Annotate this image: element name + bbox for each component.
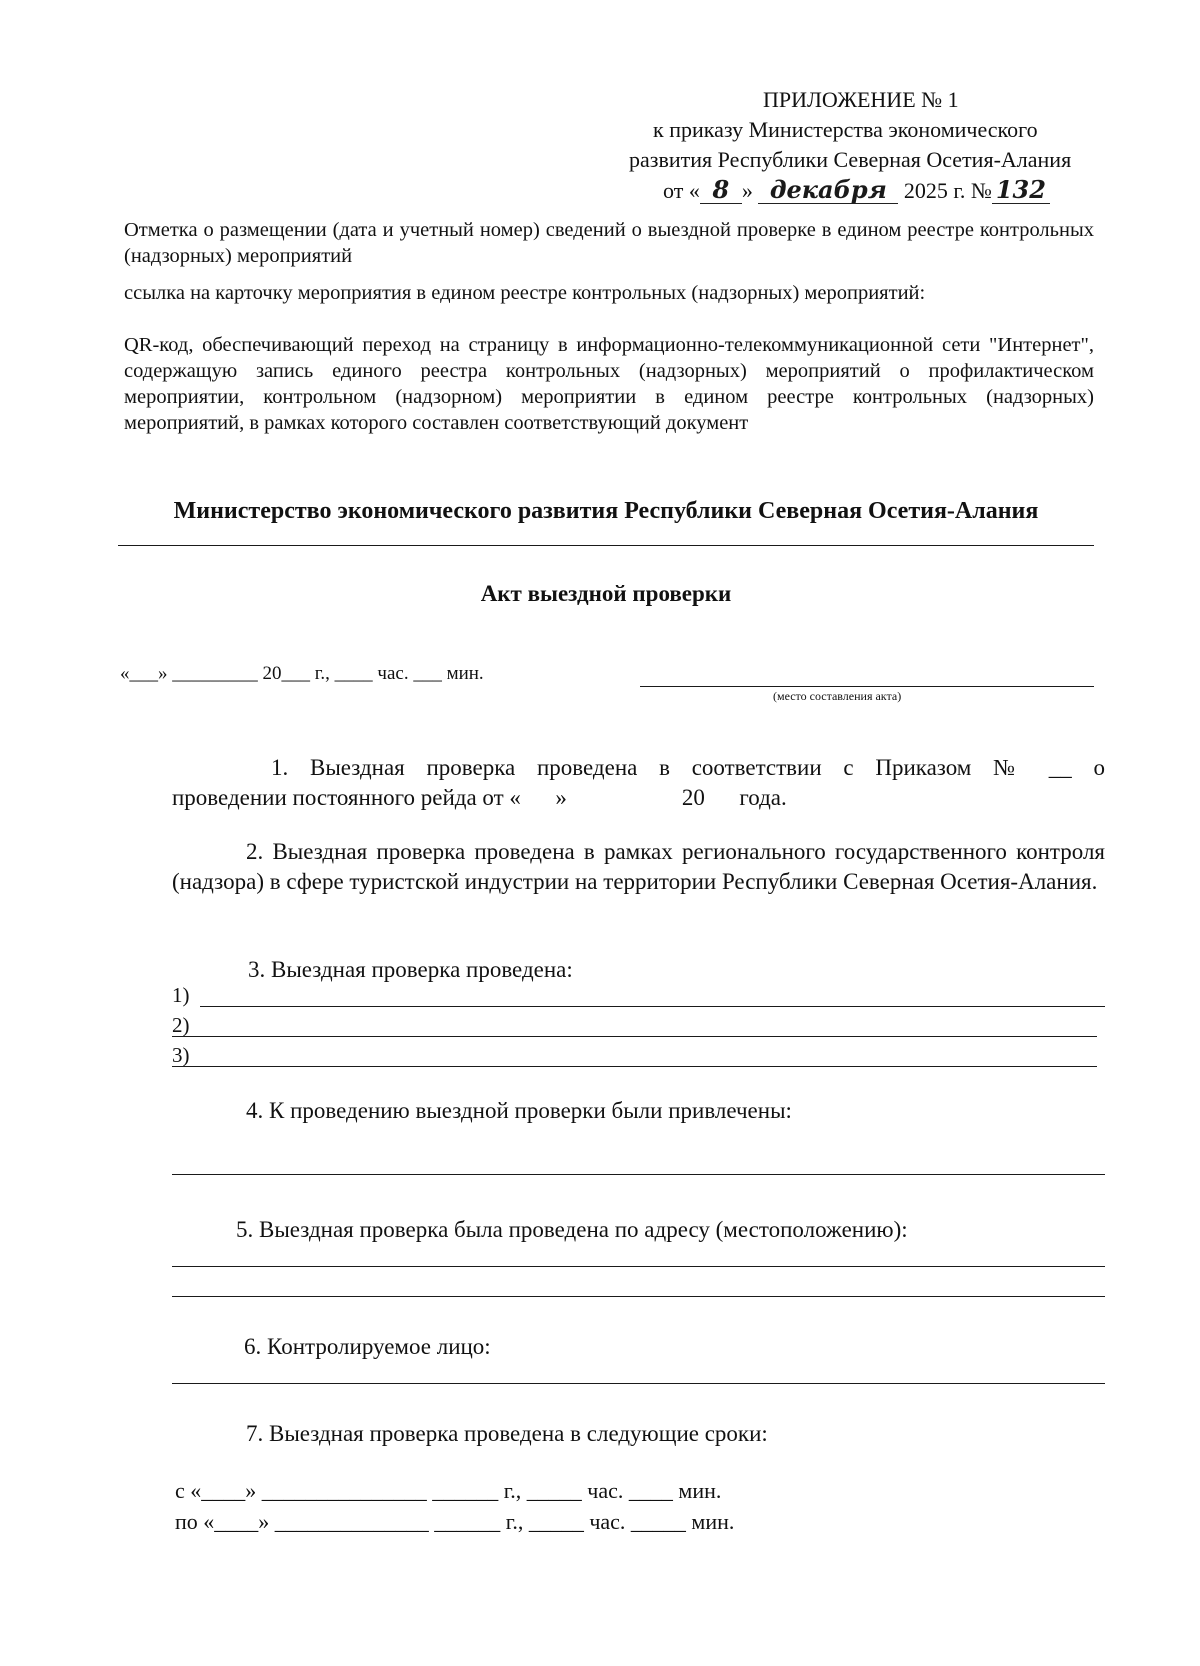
item-1-line-1: 1. Выездная проверка проведена в соответствии с Приказом № __ о (271, 755, 1105, 780)
date-mid: » (741, 178, 753, 203)
date-year: 2025 г. № (903, 178, 992, 203)
registry-link-note: ссылка на карточку мероприятия в едином реестре контрольных (надзорных) мероприятий: (124, 282, 926, 304)
item-5-line-1 (172, 1266, 1105, 1267)
item-3-sub-3: 3) (172, 1043, 190, 1067)
handwritten-month: декабря (758, 177, 898, 204)
period-to-line: по «____» ______________ ______ г., _____ час. _____ мин. (175, 1509, 735, 1534)
item-3-sub-1: 1) (172, 983, 190, 1007)
item-3-heading: 3. Выездная проверка проведена: (248, 957, 573, 982)
registry-mark-note: Отметка о размещении (дата и учетный номер) сведений о выездной проверке в едином реестре контрольных (надзорных) мероприятий (124, 219, 1094, 267)
appendix-title: ПРИЛОЖЕНИЕ № 1 (763, 87, 959, 112)
item-5-line-2 (172, 1296, 1105, 1297)
item-6-line (172, 1383, 1105, 1384)
appendix-line-2: развития Республики Северная Осетия-Алания (629, 147, 1072, 172)
item-4-line (172, 1174, 1105, 1175)
act-title: Акт выездной проверки (480, 581, 732, 606)
appendix-date-line (663, 177, 1050, 205)
place-field-line (640, 686, 1094, 687)
item-3-sub-2-line (172, 1036, 1097, 1037)
handwritten-day: 8 (700, 177, 742, 204)
item-3-sub-3-line (172, 1066, 1097, 1067)
ministry-underline (118, 545, 1094, 546)
ministry-name: Министерство экономического развития Республики Северная Осетия-Алания (173, 498, 1039, 524)
item-5-heading: 5. Выездная проверка была проведена по адресу (местоположению): (236, 1217, 908, 1242)
item-3-sub-1-line (200, 1006, 1105, 1007)
item-1-line-2: проведении постоянного рейда от « » 20 года. (172, 785, 787, 810)
item-7-heading: 7. Выездная проверка проведена в следующие сроки: (246, 1421, 768, 1446)
act-date-time-line: «___» _________ 20___ г., ____ час. ___ мин. (120, 663, 484, 684)
appendix-line-1: к приказу Министерства экономического (653, 117, 1038, 142)
item-3-sub-2: 2) (172, 1013, 190, 1037)
handwritten-number: 132 (992, 177, 1050, 204)
qr-code-note: QR-код, обеспечивающий переход на страницу в информационно-телекоммуникационной сети "Интернет", содержащую запись единого реестра контрольных (надзорных) мероприятий о профилактическом мероприятии, контрольном (надзорном) мероприятии в едином реестре контрольных (надзорных) мероприятий, в рамках которого составлен соответствующий документ (124, 334, 1094, 434)
item-2-paragraph: 2. Выездная проверка проведена в рамках регионального государственного контроля (надзора) в сфере туристской индустрии на территории Республики Северная Осетия-Алания. (172, 839, 1105, 894)
item-4-heading: 4. К проведению выездной проверки были привлечены: (246, 1098, 792, 1123)
place-caption: (место составления акта) (773, 689, 902, 703)
date-prefix: от « (663, 178, 700, 203)
item-6-heading: 6. Контролируемое лицо: (244, 1334, 491, 1359)
period-from-line: с «____» _______________ ______ г., _____ час. ____ мин. (175, 1478, 722, 1503)
